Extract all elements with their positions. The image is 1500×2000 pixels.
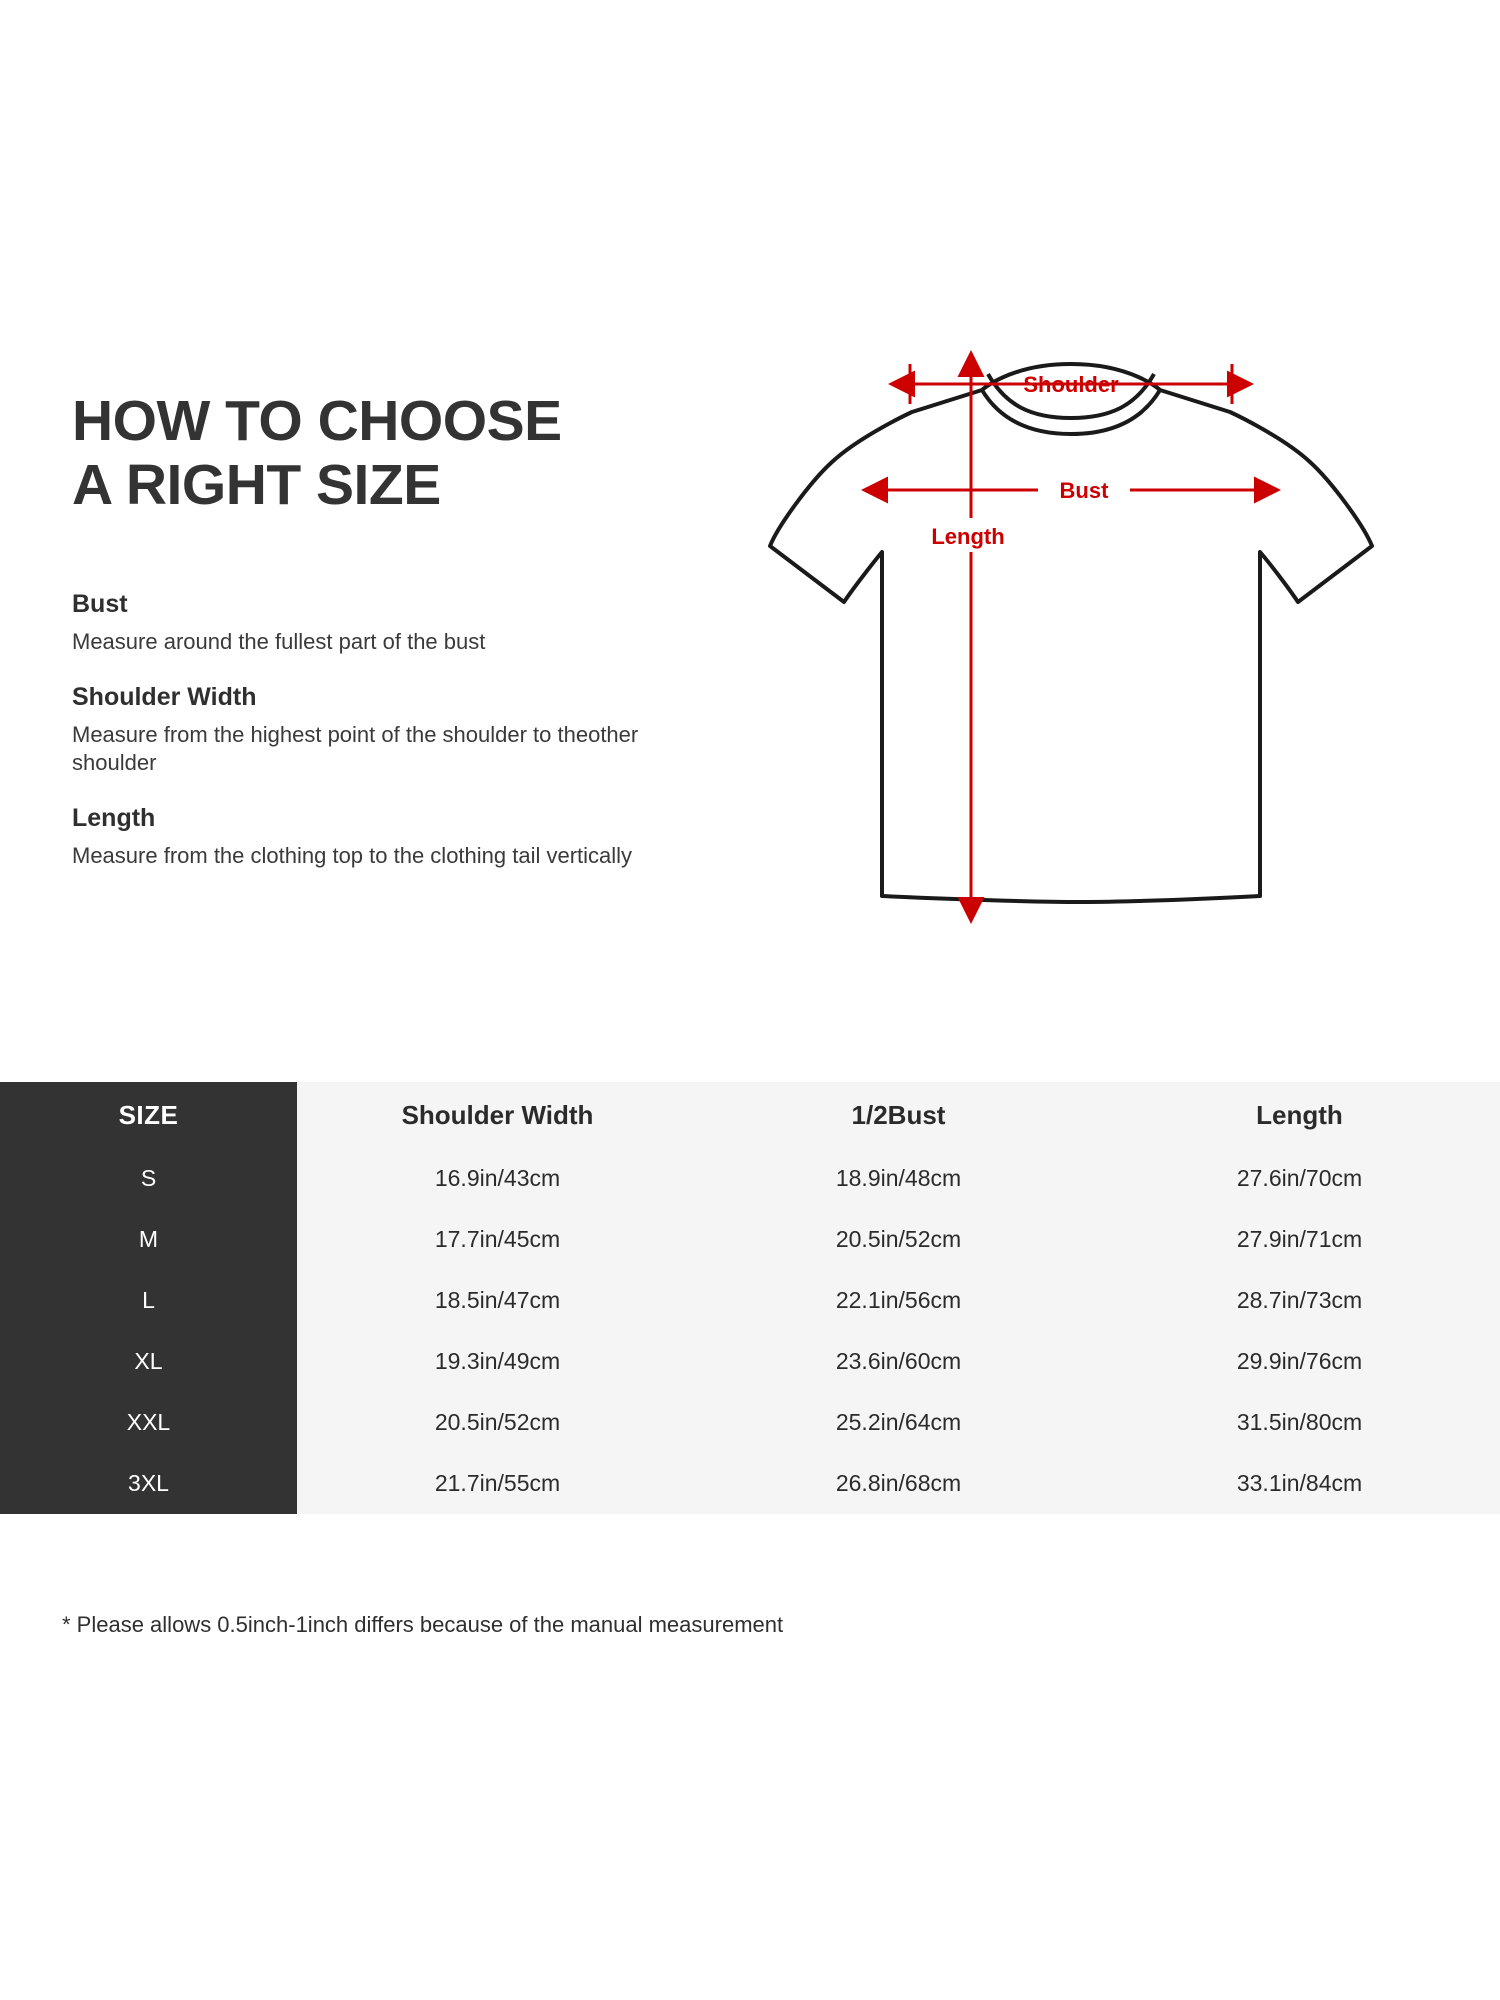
measurement-description: Measure from the clothing top to the clothing tail vertically (72, 843, 633, 869)
cell-shoulder-width: 18.5in/47cm (297, 1270, 698, 1331)
shoulder-label: Shoulder (1023, 372, 1119, 397)
measurement-title: Length (72, 804, 156, 833)
measurement-disclaimer: * Please allows 0.5inch-1inch differs because of the manual measurement (62, 1612, 784, 1637)
table-row (0, 1148, 1500, 1209)
cell-size: L (0, 1270, 297, 1331)
cell-size: M (0, 1209, 297, 1270)
table-header-row (0, 1082, 1500, 1148)
cell-shoulder-width: 20.5in/52cm (297, 1392, 698, 1453)
page-title-line-1: HOW TO CHOOSE (72, 389, 562, 453)
page-title-line-2: A RIGHT SIZE (72, 452, 441, 517)
cell-size: XXL (0, 1392, 297, 1453)
column-header-shoulder-width: Shoulder Width (297, 1082, 698, 1148)
cell-half-bust: 23.6in/60cm (698, 1331, 1099, 1392)
measurement-item-shoulder-width (72, 683, 692, 777)
table-row (0, 1392, 1500, 1453)
measurement-item-length (72, 804, 692, 870)
page-title (72, 390, 712, 518)
measurement-description: Measure around the fullest part of the bust (72, 629, 486, 654)
column-header-length: Length (1099, 1082, 1500, 1148)
cell-shoulder-width: 21.7in/55cm (297, 1453, 698, 1514)
cell-length: 31.5in/80cm (1099, 1392, 1500, 1453)
cell-length: 33.1in/84cm (1099, 1453, 1500, 1514)
cell-half-bust: 18.9in/48cm (698, 1148, 1099, 1209)
cell-half-bust: 20.5in/52cm (698, 1209, 1099, 1270)
tshirt-diagram (760, 340, 1400, 1000)
measurement-description: Measure from the highest point of the shoulder to theother shoulder (72, 722, 639, 776)
measurement-title: Bust (72, 590, 128, 618)
table-row (0, 1453, 1500, 1514)
cell-shoulder-width: 16.9in/43cm (297, 1148, 698, 1209)
table-row (0, 1209, 1500, 1270)
cell-size: S (0, 1148, 297, 1209)
cell-length: 27.9in/71cm (1099, 1209, 1500, 1270)
cell-shoulder-width: 19.3in/49cm (297, 1331, 698, 1392)
column-header-size: SIZE (0, 1082, 297, 1148)
cell-size: 3XL (0, 1453, 297, 1514)
cell-length: 29.9in/76cm (1099, 1331, 1500, 1392)
cell-shoulder-width: 17.7in/45cm (297, 1209, 698, 1270)
tshirt-outline-shape (770, 364, 1372, 902)
table-row (0, 1270, 1500, 1331)
cell-size: XL (0, 1331, 297, 1392)
cell-half-bust: 22.1in/56cm (698, 1270, 1099, 1331)
table-row (0, 1331, 1500, 1392)
length-label: Length (931, 524, 1005, 549)
cell-half-bust: 26.8in/68cm (698, 1453, 1099, 1514)
bust-label: Bust (1059, 478, 1109, 503)
top-section (0, 340, 1500, 1080)
cell-length: 27.6in/70cm (1099, 1148, 1500, 1209)
cell-length: 28.7in/73cm (1099, 1270, 1500, 1331)
cell-half-bust: 25.2in/64cm (698, 1392, 1099, 1453)
size-chart-table (0, 1082, 1500, 1514)
measurement-title: Shoulder Width (72, 683, 257, 712)
column-header-half-bust: 1/2Bust (698, 1082, 1099, 1148)
measurement-instructions (72, 590, 692, 898)
measurement-item-bust (72, 590, 692, 656)
